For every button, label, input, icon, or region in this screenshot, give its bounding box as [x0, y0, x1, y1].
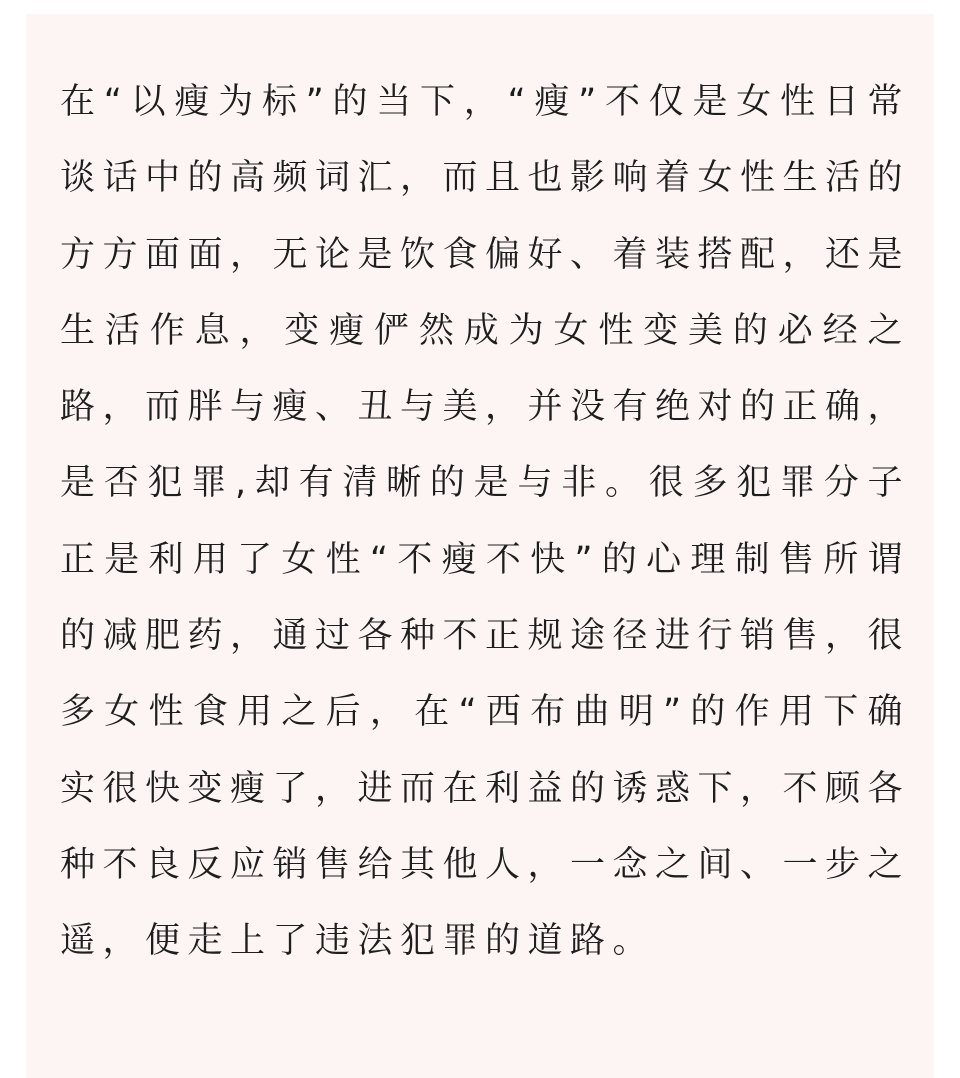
article-panel — [26, 14, 934, 1078]
article-paragraph: 在“以瘦为标”的当下，“瘦”不仅是女性日常谈话中的高频词汇，而且也影响着女性生活的方方面面，无论是饮食偏好、着装搭配，还是生活作息，变瘦俨然成为女性变美的必经之路，而胖与瘦、丑与美，并没有绝对的正确，是否犯罪,却有清晰的是与非。很多犯罪分子正是利用了女性“不瘦不快”的心理制售所谓的减肥药，通过各种不正规途径进行销售，很多女性食用之后，在“西布曲明”的作用下确实很快变瘦了，进而在利益的诱惑下，不顾各种不良反应销售给其他人，一念之间、一步之遥，便走上了违法犯罪的道路。 — [60, 82, 911, 962]
